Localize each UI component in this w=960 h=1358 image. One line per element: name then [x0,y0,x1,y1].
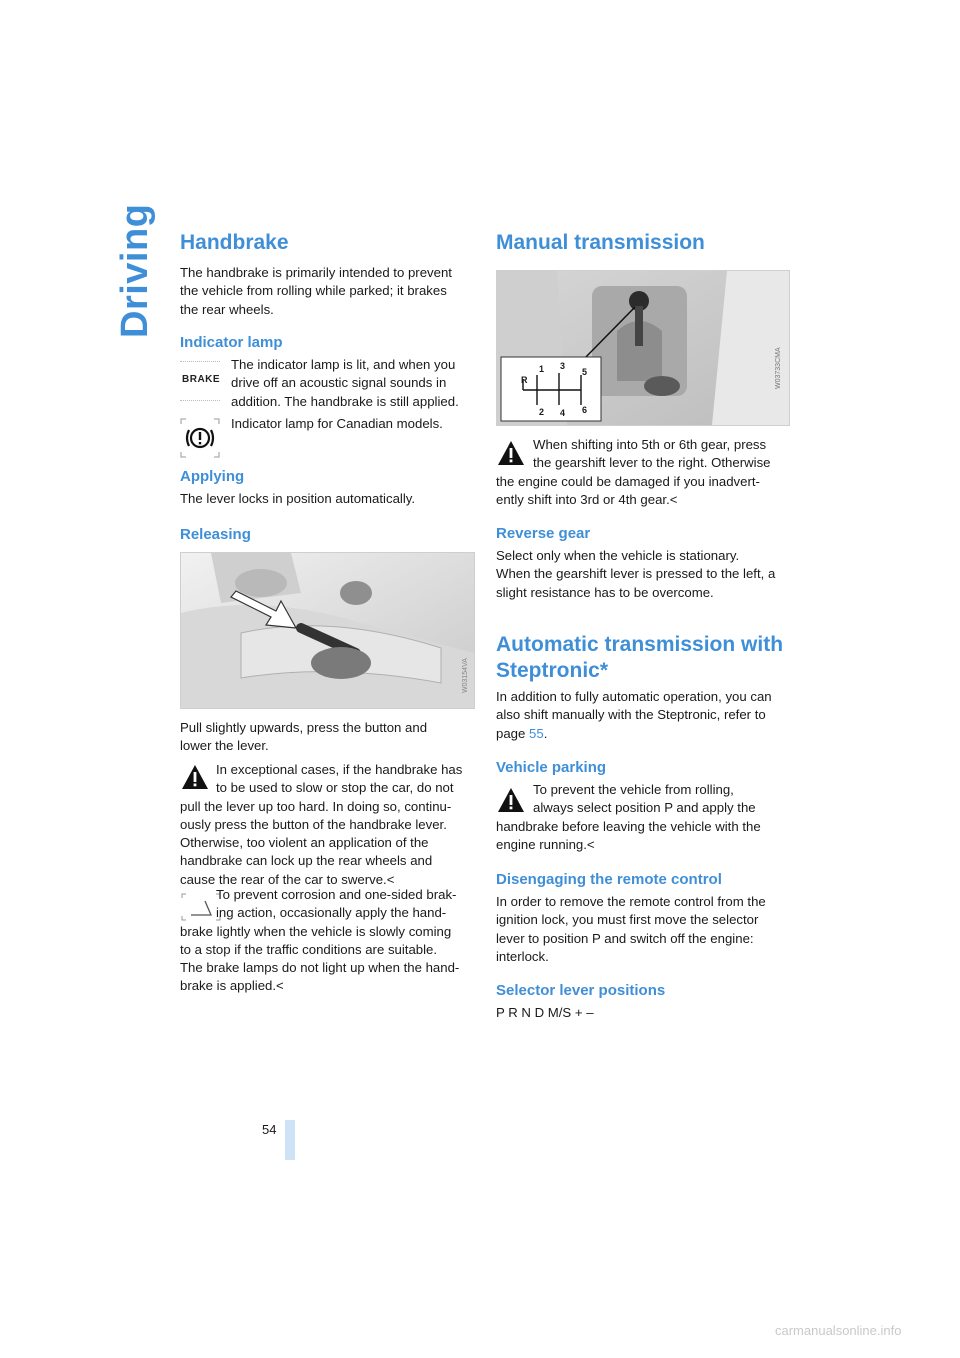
gear-label-r: R [521,375,528,385]
brake-indicator-icon: BRAKE [180,361,220,401]
handbrake-heading: Handbrake [180,231,289,254]
handbrake-note-text: To prevent corrosion and one-sided brak- ing action, occasionally apply the hand- brake lightly when the vehicle is slowly coming to a stop if the traffic conditions are suitable. The brake lamps do not light up when the hand- brake is applied.< [180,887,460,994]
handbrake-intro: The handbrake is primarily intended to prevent the vehicle from rolling while parked; it brakes the rear wheels. [180,265,452,317]
releasing-heading: Releasing [180,526,251,543]
canadian-brake-icon [180,418,220,456]
selector-lever-positions: P R N D M/S + – [496,1005,594,1020]
gear-label-3: 3 [560,361,566,371]
reverse-gear-heading: Reverse gear [496,525,591,542]
reverse-gear-text: Select only when the vehicle is stationary. When the gearshift lever is pressed to the left, a slight resistance has to be overcome. [496,548,776,600]
page-marker-bar [285,1120,295,1160]
vehicle-parking-heading: Vehicle parking [496,759,607,776]
parking-warning-text: To prevent the vehicle from rolling, always select position P and apply the handbrake before leaving the vehicle with the engine running.< [496,782,761,852]
indicator-lamp-heading: Indicator lamp [180,334,283,351]
gearshift-photo [496,270,790,426]
gearshift-photo-code: W03733CMA [775,347,782,389]
handbrake-photo [180,552,475,709]
page-55-link[interactable]: 55 [529,725,544,741]
gear-label-5: 5 [582,367,588,377]
gear-label-1: 1 [539,364,545,374]
releasing-text: Pull slightly upwards, press the button and lower the lever. [180,720,428,754]
section-side-title [114,203,156,348]
selector-lever-heading: Selector lever positions [496,982,666,999]
watermark: carmanualsonline.info [775,1323,902,1338]
manual-warning-text: When shifting into 5th or 6th gear, press the gearshift lever to the right. Otherwise the engine could be damaged if you inadvert- ently shift into 3rd or 4th gear.< [496,437,771,507]
applying-text: The lever locks in position automatically. [180,491,416,506]
disengaging-text: In order to remove the remote control from the ignition lock, you must first move the selector lever to position P and switch off the engine: interlock. [496,894,766,964]
page-number: 54 [262,1122,277,1137]
gear-label-4: 4 [560,408,566,418]
automatic-transmission-heading: Automatic transmission with Steptronic* [496,633,784,682]
applying-heading: Applying [180,468,245,485]
gear-label-2: 2 [539,407,545,417]
automatic-transmission-text: In addition to fully automatic operation, you can also shift manually with the Steptronic, refer to page 55. [496,689,772,741]
disengaging-heading: Disengaging the remote control [496,871,722,888]
section-title-text: Driving [114,203,156,338]
manual-transmission-heading: Manual transmission [496,231,705,254]
handbrake-warning-text: In exceptional cases, if the handbrake has to be used to slow or stop the car, do not pull the lever up too hard. In doing so, continu- ously press the button of the handbrake lever. Otherwise, too violent an application of the handbrake can lock up the rear wheels and cause the rear of the car to swerve.< [180,762,463,887]
canadian-indicator-text: Indicator lamp for Canadian models. [231,416,443,431]
gear-label-6: 6 [582,405,588,415]
photo-code: W03154VA [462,658,469,693]
indicator-text: The indicator lamp is lit, and when you drive off an acoustic signal sounds in addition. The handbrake is still applied. [231,357,459,409]
